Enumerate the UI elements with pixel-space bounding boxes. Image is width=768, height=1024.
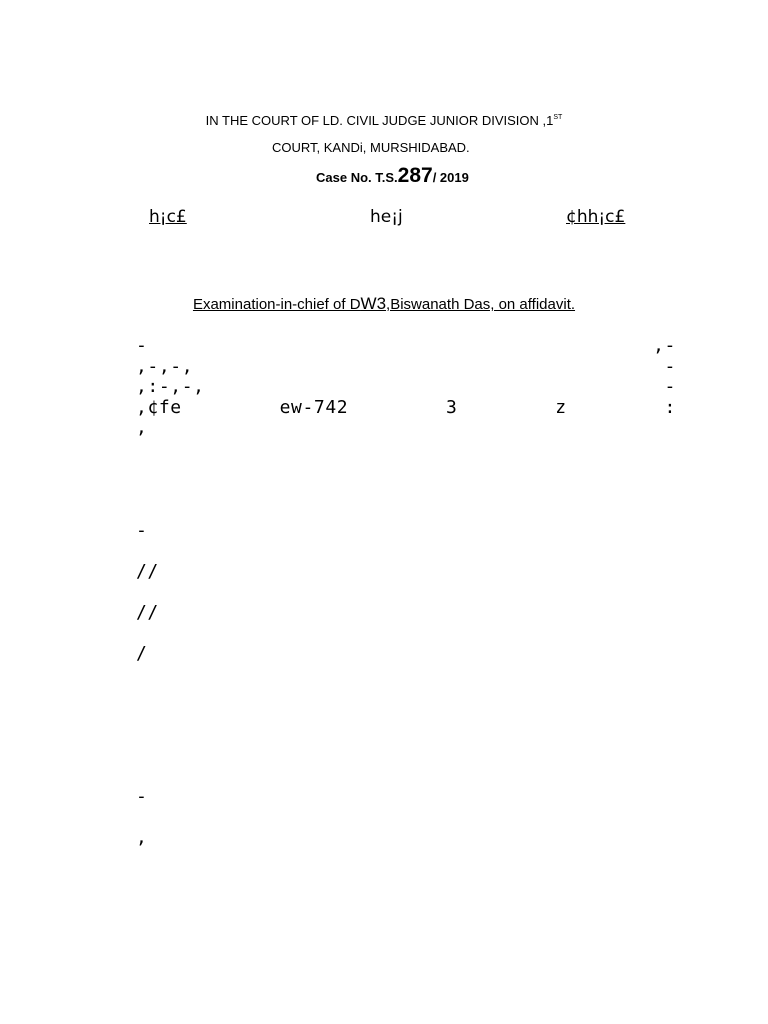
party-defendant-label: ¢hh¡c£ [566, 207, 626, 227]
body-line [136, 500, 676, 521]
body-line: ,¢fe ew-742 3 z : [136, 397, 676, 418]
body-line: - [136, 787, 148, 807]
body-line [136, 869, 676, 890]
body-line: / [136, 643, 148, 664]
body-line [136, 439, 676, 460]
court-title-line1: IN THE COURT OF LD. CIVIL JUDGE JUNIOR DIVISION ,1ST [205, 113, 563, 128]
body-line: // [136, 602, 159, 623]
court-title-line2: COURT, KANDi, MURSHIDABAD. [272, 140, 470, 155]
body-line: - [136, 520, 148, 541]
body-line [136, 767, 676, 788]
body-line [136, 808, 676, 829]
body-line [136, 685, 676, 706]
body-line: ,:-,-, - [136, 377, 676, 397]
body-line [136, 705, 676, 726]
affidavit-body [136, 336, 676, 890]
examination-heading: Examination-in-chief of DW3,Biswanath Das, on affidavit. [192, 294, 576, 313]
body-line [136, 746, 676, 767]
body-line [136, 849, 676, 870]
body-line: - ,- [136, 336, 676, 356]
body-line [136, 582, 676, 603]
body-line [136, 664, 676, 685]
body-line [136, 459, 676, 480]
party-plaintiff-label: h¡c£ [149, 207, 187, 227]
case-number: Case No. T.S.287/ 2019 [316, 164, 469, 187]
party-versus-label: he¡j [370, 207, 403, 227]
body-line [136, 726, 676, 747]
body-line [136, 480, 676, 501]
body-line [136, 623, 676, 644]
court-ordinal-superscript: ST [553, 114, 563, 121]
body-line: // [136, 561, 159, 582]
body-line [136, 541, 676, 562]
body-line: ,-,-, - [136, 356, 676, 377]
body-line: , [136, 418, 148, 438]
body-line: , [136, 828, 148, 848]
